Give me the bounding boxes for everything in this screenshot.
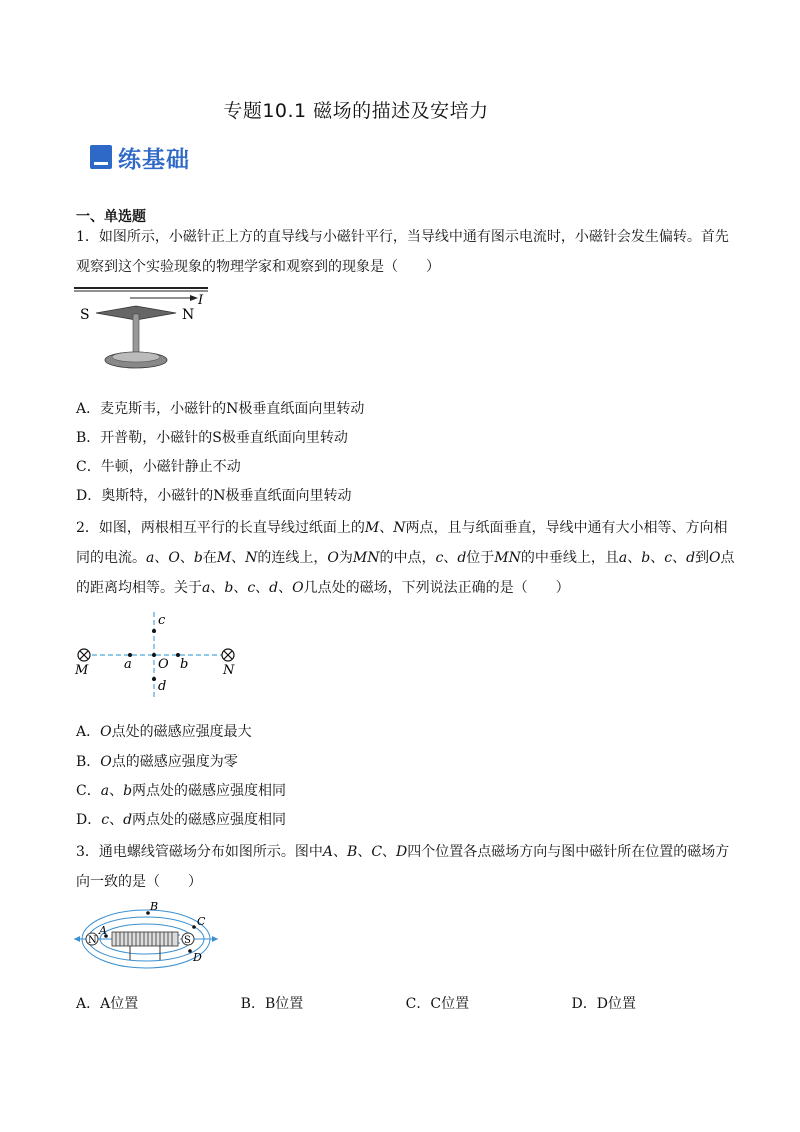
north-label: N [182,307,195,323]
q2-option-c[interactable]: C．a、b两点处的磁感应强度相同 [76,783,287,799]
label-a: a [124,657,132,672]
q3-option-c[interactable]: C．C位置 [405,996,470,1012]
book-icon [90,145,112,169]
section-banner [90,142,190,172]
label-c: C [197,915,206,928]
question-1-figure [74,284,214,380]
q2-option-d[interactable]: D．c、d两点处的磁感应强度相同 [76,812,287,828]
wire-n-icon [222,649,234,661]
label-d: d [158,679,167,694]
q2-option-b[interactable]: B．O点的磁感应强度为零 [76,754,238,770]
q1-option-a[interactable]: A．麦克斯韦，小磁针的N极垂直纸面向里转动 [76,401,365,417]
label-d: D [193,951,202,964]
q3-option-a[interactable]: A．A位置 [76,996,139,1012]
question-1-stem: 1．如图所示，小磁针正上方的直导线与小磁针平行，当导线中通有图示电流时，小磁针会发生偏转。首先观察到这个实验现象的物理学家和观察到的现象是（ ） [76,229,729,275]
question-3-figure [72,900,220,972]
q3-option-d[interactable]: D．D位置 [571,996,636,1012]
q1-option-d[interactable]: D．奥斯特，小磁针的N极垂直纸面向里转动 [76,488,352,504]
q3-option-b[interactable]: B．B位置 [240,996,304,1012]
label-m: M [75,663,89,678]
section-heading: 一、单选题 [76,209,146,225]
q1-option-b[interactable]: B．开普勒，小磁针的S极垂直纸面向里转动 [76,430,348,446]
wire-m-icon [78,649,90,661]
magnet-s-label: S [184,935,191,946]
page-title: 专题10.1 磁场的描述及安培力 [223,100,489,122]
south-label: S [80,307,90,323]
banner-label: 练基础 [118,146,190,173]
current-label: I [198,293,204,308]
q1-option-c[interactable]: C．牛顿，小磁针静止不动 [76,459,241,475]
label-b: B [150,900,159,913]
question-2-stem: 2．如图，两根相互平行的长直导线过纸面上的M、N两点，且与纸面垂直，导线中通有大小相等、方向相同的电流。a、O、b在M、N的连线上，O为MN的中点，c、d位于MN的中垂线上，且a、b、c、d到O点的距离均相等。关于a、b、c、d、O几点处的磁场，下列说法正确的是（ ） [76,520,735,596]
label-a: A [99,924,107,937]
magnet-n-label: N [88,935,97,946]
label-c: c [158,613,166,628]
label-o: O [158,657,169,672]
label-n: N [223,663,235,678]
label-b: b [180,657,189,672]
question-3-stem: 3．通电螺线管磁场分布如图所示。图中A、B、C、D四个位置各点磁场方向与图中磁针所在位置的磁场方向一致的是（ ） [76,844,730,890]
q2-option-a[interactable]: A．O点处的磁感应强度最大 [76,724,252,740]
question-2-figure [72,608,244,702]
q3-options [76,993,636,1013]
